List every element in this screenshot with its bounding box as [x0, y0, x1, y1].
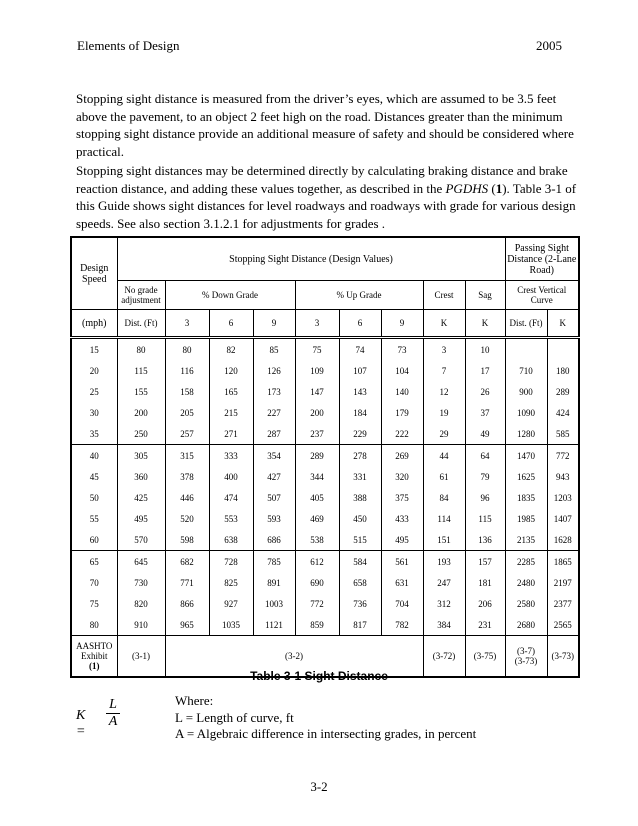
formula-lhs: K = [76, 708, 86, 739]
table-cell: 495 [381, 529, 423, 551]
table-row [71, 466, 579, 487]
table-cell: 237 [295, 423, 339, 445]
table-cell: 271 [209, 423, 253, 445]
table-cell: 384 [423, 614, 465, 636]
table-cell: 538 [295, 529, 339, 551]
table-cell: 19 [423, 402, 465, 423]
table-cell: 15 [71, 338, 117, 361]
table-cell: 49 [465, 423, 505, 445]
table-cell: 222 [381, 423, 423, 445]
table-cell: 206 [465, 593, 505, 614]
table-cell: 1625 [505, 466, 547, 487]
exhibit-ref: (3-2) [165, 636, 423, 678]
down-grade-6: 6 [209, 310, 253, 338]
table-cell: 120 [209, 360, 253, 381]
table-cell: 25 [71, 381, 117, 402]
table-cell: 10 [465, 338, 505, 361]
table-cell: 2580 [505, 593, 547, 614]
crest-vertical-curve-header: Crest Vertical Curve [517, 285, 567, 305]
table-row [71, 381, 579, 402]
table-cell: 405 [295, 487, 339, 508]
unit-mph: (mph) [71, 310, 117, 338]
table-cell: 736 [339, 593, 381, 614]
sight-distance-table [70, 236, 580, 678]
table-cell: 315 [165, 445, 209, 467]
table-cell: 553 [209, 508, 253, 529]
table-cell: 61 [423, 466, 465, 487]
table-cell: 686 [253, 529, 295, 551]
paragraph-line: stopping sight distance provide an additional measure of safety and should be considered where [76, 126, 574, 141]
table-cell: 96 [465, 487, 505, 508]
table-row [71, 529, 579, 551]
table-cell: 229 [339, 423, 381, 445]
table-cell: 257 [165, 423, 209, 445]
table-cell: 20 [71, 360, 117, 381]
table-cell: 3 [423, 338, 465, 361]
table-cell: 585 [556, 428, 570, 439]
table-cell: 250 [117, 423, 165, 445]
table-cell: 866 [165, 593, 209, 614]
table-cell: 35 [71, 423, 117, 445]
table-cell: 427 [253, 466, 295, 487]
table-cell: 143 [339, 381, 381, 402]
table-cell: 70 [71, 572, 117, 593]
table-cell: 30 [71, 402, 117, 423]
text: ). Table 3-1 of [502, 180, 577, 196]
table-cell: 200 [117, 402, 165, 423]
table-cell [547, 338, 579, 361]
table-cell: 785 [253, 551, 295, 573]
down-grade-3: 3 [165, 310, 209, 338]
table-cell: 114 [423, 508, 465, 529]
table-cell: 184 [339, 402, 381, 423]
table-cell: 820 [117, 593, 165, 614]
page-number: 3-2 [310, 779, 328, 794]
paragraph-line [76, 180, 577, 198]
table-cell: 433 [381, 508, 423, 529]
paragraph-line: Stopping sight distances may be determined directly by calculating braking distance and brake [76, 163, 568, 178]
where-line: L = Length of curve, ft [175, 709, 294, 725]
table-cell: 158 [165, 381, 209, 402]
table-cell: 782 [381, 614, 423, 636]
table-cell: 584 [339, 551, 381, 573]
exhibit-ref-line: (3-73) [514, 656, 538, 666]
table-cell: 859 [295, 614, 339, 636]
footer-label-line: AASHTO [76, 641, 113, 651]
table-cell: 231 [465, 614, 505, 636]
table-body [71, 338, 579, 636]
table-cell: 331 [339, 466, 381, 487]
sag-k: K [465, 310, 505, 338]
table-cell: 772 [547, 445, 579, 467]
table-cell: 80 [71, 614, 117, 636]
up-grade-6: 6 [339, 310, 381, 338]
footer-label-line: Exhibit [81, 651, 108, 661]
exhibit-ref-line: (3-7) [517, 646, 536, 656]
table-cell: 507 [253, 487, 295, 508]
table-cell: 157 [465, 551, 505, 573]
table-cell: 109 [295, 360, 339, 381]
paragraph-stopping-sight-definition [76, 90, 574, 160]
table-cell: 1985 [505, 508, 547, 529]
table-cell: 37 [465, 402, 505, 423]
table-cell: 179 [381, 402, 423, 423]
running-header-year: 2005 [536, 38, 562, 53]
table-cell: 495 [117, 508, 165, 529]
passing-k: K [547, 310, 579, 338]
table-row [71, 445, 579, 467]
table-cell: 520 [165, 508, 209, 529]
table-cell: 771 [165, 572, 209, 593]
sag-header: Sag [465, 281, 505, 310]
down-grade-9: 9 [253, 310, 295, 338]
table-cell: 50 [71, 487, 117, 508]
table-cell: 2565 [553, 619, 572, 630]
table-cell: 2377 [553, 598, 572, 609]
table-cell: 425 [117, 487, 165, 508]
table-cell: 658 [339, 572, 381, 593]
table-cell: 193 [423, 551, 465, 573]
table-cell: 2680 [505, 614, 547, 636]
table-row [71, 402, 579, 423]
table-cell: 75 [295, 338, 339, 361]
table-cell: 446 [165, 487, 209, 508]
table-cell: 247 [423, 572, 465, 593]
paragraph-line: Stopping sight distance is measured from the driver’s eyes, which are assumed to be 3.5 feet [76, 91, 557, 106]
table-cell: 598 [165, 529, 209, 551]
table-cell: 645 [117, 551, 165, 573]
table-cell: 73 [381, 338, 423, 361]
table-cell: 205 [165, 402, 209, 423]
where-line: A = Algebraic difference in intersecting grades, in percent [175, 726, 477, 741]
table-cell: 60 [71, 529, 117, 551]
table-row [71, 593, 579, 614]
paragraph-line: practical. [76, 143, 124, 159]
table-cell: 900 [505, 381, 547, 402]
publication-name: PGDHS [445, 180, 489, 196]
up-grade-header: % Up Grade [295, 281, 423, 310]
table-cell: 82 [209, 338, 253, 361]
table-cell: 593 [253, 508, 295, 529]
table-cell: 561 [381, 551, 423, 573]
table-cell: 215 [209, 402, 253, 423]
table-cell: 728 [209, 551, 253, 573]
table-cell: 151 [423, 529, 465, 551]
paragraph-table-reference [76, 162, 577, 232]
table-cell: 289 [556, 386, 570, 397]
table-cell: 140 [381, 381, 423, 402]
exhibit-ref: (3-75) [465, 636, 505, 678]
table-cell: 1203 [553, 492, 572, 503]
text: ( [488, 180, 496, 196]
table-cell: 12 [423, 381, 465, 402]
table-cell: 1090 [505, 402, 547, 423]
table-cell: 710 [505, 360, 547, 381]
down-grade-header: % Down Grade [165, 281, 295, 310]
table-cell: 2285 [505, 551, 547, 573]
design-speed-header [71, 237, 117, 310]
table-cell: 515 [339, 529, 381, 551]
table-cell: 116 [165, 360, 209, 381]
table-cell: 730 [117, 572, 165, 593]
table-cell: 26 [465, 381, 505, 402]
formula-denominator: A [108, 714, 118, 729]
unit-dist: Dist. (Ft) [117, 310, 165, 338]
up-grade-3: 3 [295, 310, 339, 338]
table-cell: 200 [295, 402, 339, 423]
table-cell: 1280 [505, 423, 547, 445]
table-cell: 1121 [253, 614, 295, 636]
table-row [71, 551, 579, 573]
up-grade-9: 9 [381, 310, 423, 338]
table-cell: 17 [465, 360, 505, 381]
table-cell: 64 [465, 445, 505, 467]
table-row [71, 487, 579, 508]
table-row [71, 508, 579, 529]
table-cell: 79 [465, 466, 505, 487]
exhibit-ref: (3-1) [117, 636, 165, 678]
table-cell: 333 [209, 445, 253, 467]
table-cell: 181 [465, 572, 505, 593]
table-cell: 136 [465, 529, 505, 551]
table-cell: 173 [253, 381, 295, 402]
table-cell: 891 [253, 572, 295, 593]
table-cell: 227 [253, 402, 295, 423]
table-cell: 2480 [505, 572, 547, 593]
table-cell: 965 [165, 614, 209, 636]
table-cell: 85 [253, 338, 295, 361]
table-cell: 927 [209, 593, 253, 614]
table-row [71, 614, 579, 636]
table-cell: 910 [117, 614, 165, 636]
table-cell: 612 [295, 551, 339, 573]
table-cell: 817 [339, 614, 381, 636]
table-cell: 45 [71, 466, 117, 487]
exhibit-ref: (3-72) [423, 636, 465, 678]
table-cell: 305 [117, 445, 165, 467]
passing-sight-header: Passing Sight Distance (2-Lane Road) [505, 237, 579, 281]
table-cell: 107 [339, 360, 381, 381]
paragraph-line: this Guide shows sight distances for level roadways and roadways with grade for various design [76, 198, 576, 213]
table-cell: 320 [381, 466, 423, 487]
table-cell: 84 [423, 487, 465, 508]
table-cell: 474 [209, 487, 253, 508]
table-cell: 2135 [505, 529, 547, 551]
table-caption: Table 3-1 Sight Distance [250, 669, 388, 683]
stopping-sight-header: Stopping Sight Distance (Design Values) [117, 237, 505, 281]
table-cell: 450 [339, 508, 381, 529]
table-row [71, 338, 579, 361]
table-cell: 312 [423, 593, 465, 614]
table-cell: 269 [381, 445, 423, 467]
table-cell: 375 [381, 487, 423, 508]
table-cell: 424 [556, 407, 570, 418]
table-cell: 400 [209, 466, 253, 487]
exhibit-ref: (3-73) [547, 636, 579, 678]
table-cell: 469 [295, 508, 339, 529]
table-row [71, 572, 579, 593]
crest-header: Crest [423, 281, 465, 310]
table-cell: 104 [381, 360, 423, 381]
table-cell: 278 [339, 445, 381, 467]
formula-fraction [106, 697, 120, 730]
table-cell: 7 [423, 360, 465, 381]
crest-k: K [423, 310, 465, 338]
table-cell: 180 [556, 365, 570, 376]
table-cell: 80 [117, 338, 165, 361]
table-cell: 80 [165, 338, 209, 361]
table-cell: 126 [253, 360, 295, 381]
table-cell: 772 [295, 593, 339, 614]
table-cell: 115 [117, 360, 165, 381]
table-cell: 2197 [553, 577, 572, 588]
paragraph-line: above the pavement, to an object 2 feet high on the road. Distances greater than the minimum [76, 108, 563, 124]
table-cell: 378 [165, 466, 209, 487]
table-cell: 943 [556, 471, 570, 482]
formula-definitions [175, 693, 476, 743]
table-cell: 1035 [209, 614, 253, 636]
table-cell: 825 [209, 572, 253, 593]
text: reaction distance, and adding these values together, as described in the [76, 180, 446, 196]
table-cell: 344 [295, 466, 339, 487]
table-cell: 287 [253, 423, 295, 445]
running-header-title: Elements of Design [77, 38, 180, 53]
paragraph-line: speeds. See also section 3.1.2.1 for adjustments for grades . [76, 215, 386, 231]
table-cell: 1470 [505, 445, 547, 467]
table-cell: 354 [253, 445, 295, 467]
design-speed-header-text: Design Speed [80, 262, 109, 285]
table-cell: 74 [339, 338, 381, 361]
table-cell: 1628 [553, 534, 572, 545]
table-cell: 704 [381, 593, 423, 614]
table-cell: 29 [423, 423, 465, 445]
table-cell: 40 [71, 445, 117, 467]
table-cell: 165 [209, 381, 253, 402]
table-cell: 388 [339, 487, 381, 508]
table-cell: 682 [165, 551, 209, 573]
table-cell: 1407 [553, 513, 572, 524]
table-cell: 638 [209, 529, 253, 551]
table-cell: 570 [117, 529, 165, 551]
footer-label-line: (1) [89, 661, 100, 671]
where-title: Where: [175, 693, 214, 708]
table-cell: 44 [423, 445, 465, 467]
table-cell: 147 [295, 381, 339, 402]
table-row [71, 423, 579, 445]
table-cell: 1835 [505, 487, 547, 508]
table-cell: 631 [381, 572, 423, 593]
reference-number: 1 [495, 180, 503, 196]
table-cell: 155 [117, 381, 165, 402]
formula-numerator: L [106, 697, 120, 714]
no-grade-header: No grade adjustment [117, 281, 165, 310]
table-cell: 289 [295, 445, 339, 467]
table-row [71, 360, 579, 381]
table-cell: 55 [71, 508, 117, 529]
table-cell: 1003 [253, 593, 295, 614]
passing-dist: Dist. (Ft) [505, 310, 547, 338]
table-cell: 360 [117, 466, 165, 487]
table-cell: 1865 [547, 551, 579, 573]
table-cell: 690 [295, 572, 339, 593]
table-cell: 75 [71, 593, 117, 614]
table-cell: 65 [71, 551, 117, 573]
table-cell [505, 338, 547, 361]
table-cell: 115 [465, 508, 505, 529]
